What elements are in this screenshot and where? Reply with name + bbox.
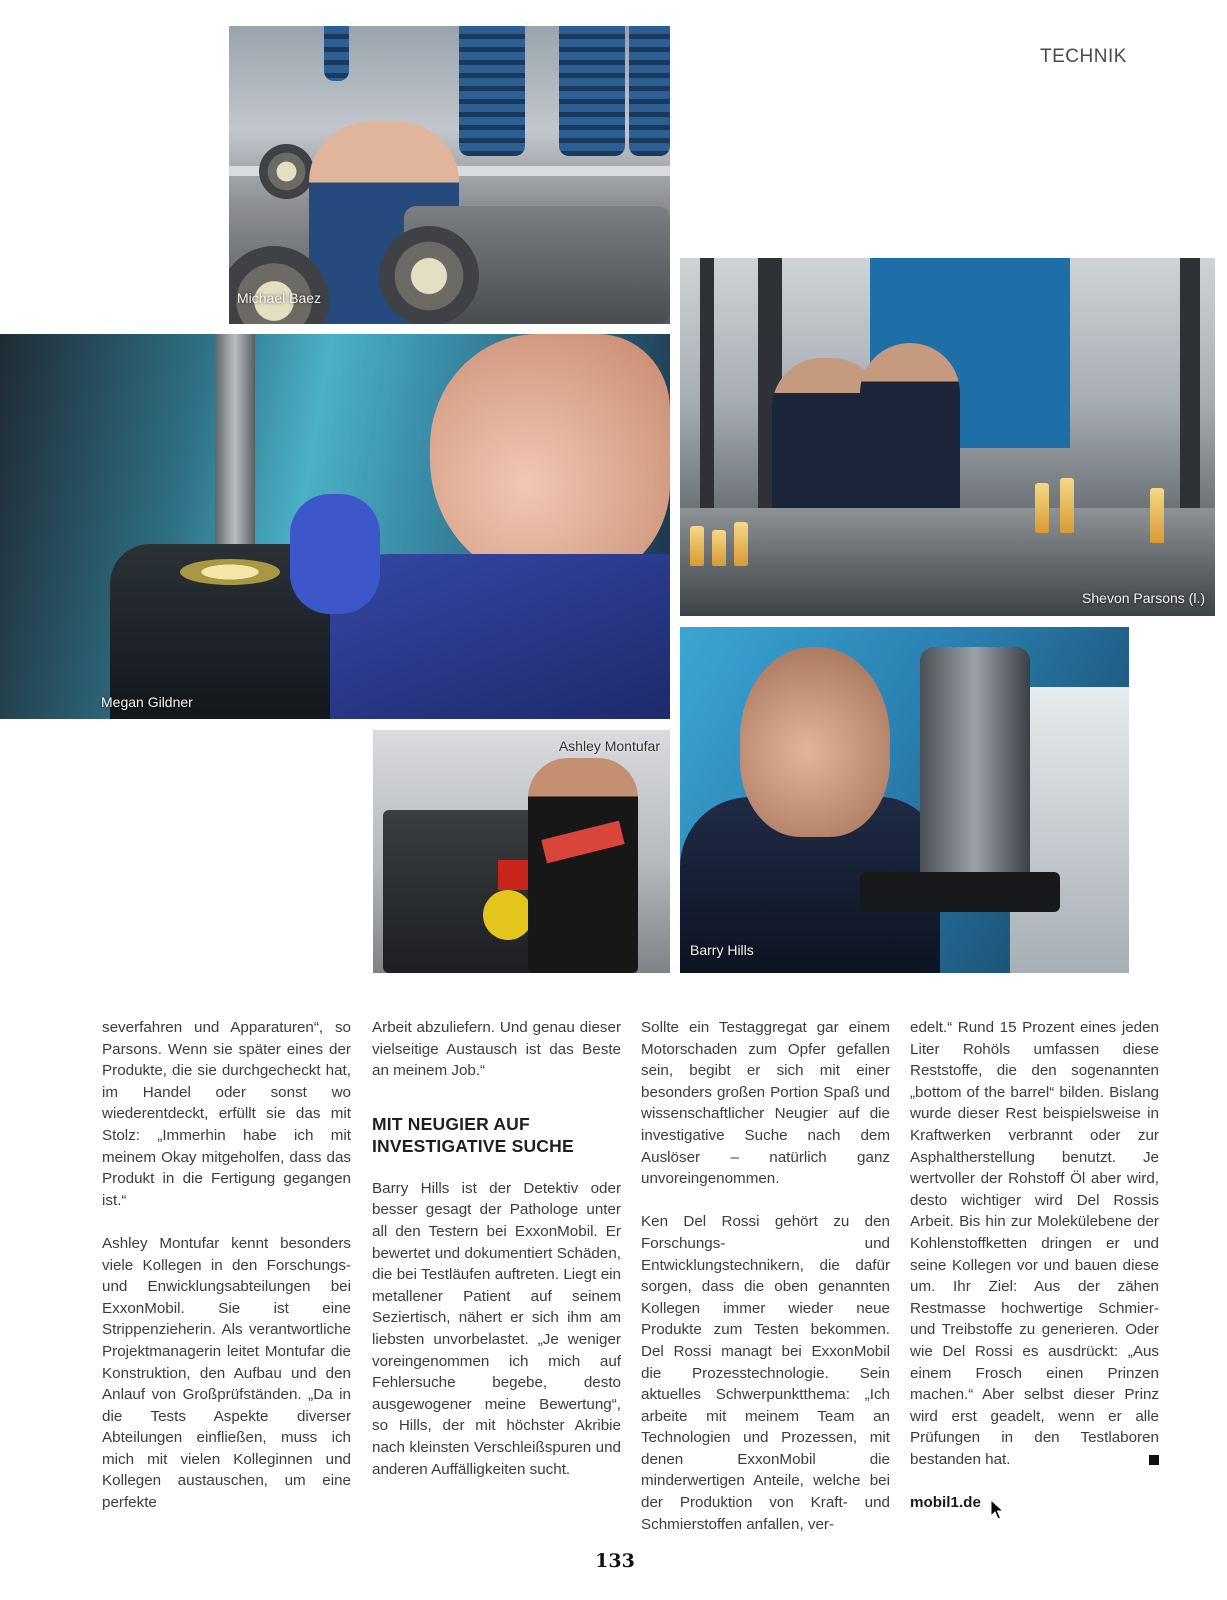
paragraph: Sollte ein Testaggregat gar einem Motorschaden zum Opfer gefallen sein, begibt er sich mit einer besonders großen Portion Spaß und wissenschaftlicher Neugier auf die investigative Suche nach dem Auslöser – natürlich ganz unvoreingenommen. — [641, 1019, 890, 1188]
section-heading: MIT NEUGIER AUF INVESTIGATIVE SUCHE — [372, 1113, 574, 1156]
paragraph: Ashley Montufar kennt besonders viele Kollegen in den Forschungs- und Enwicklungsabteilungen bei ExxonMobil. Sie ist eine Strippenzieherin. Als verantwortliche Projektmanagerin leitet Montufar die Konstruktion, den Aufbau und den Anlauf von Großprüfständen. „Da in die Tests Aspekte diverser Abteilungen einfließen, muss ich mich mit vielen Kolleginnen und Kollegen austauschen, um eine perfekte — [102, 1234, 351, 1512]
section-label: TECHNIK — [1040, 46, 1127, 67]
photo-shevon-parsons — [680, 258, 1215, 616]
photo-detail — [180, 559, 280, 585]
article-column-1 — [102, 1017, 351, 1514]
mouse-pointer-icon — [990, 1499, 1004, 1521]
photo-detail — [559, 26, 625, 156]
photo-detail — [290, 494, 380, 614]
photo-detail — [215, 334, 255, 564]
photo-caption: Shevon Parsons (l.) — [1082, 590, 1205, 606]
photo-detail — [528, 758, 638, 973]
website-link[interactable]: mobil1.de — [910, 1494, 981, 1512]
article-column-4 — [910, 1017, 1159, 1514]
article-column-3 — [641, 1017, 890, 1535]
article-column-2 — [372, 1017, 621, 1480]
photo-detail — [1035, 483, 1049, 533]
photo-caption: Barry Hills — [690, 942, 754, 958]
photo-ashley-montufar — [373, 730, 670, 973]
photo-detail — [1180, 258, 1200, 508]
photo-detail — [383, 810, 543, 973]
paragraph-with-end-mark — [910, 1017, 1159, 1470]
photo-detail — [459, 26, 525, 156]
photo-detail — [379, 226, 479, 324]
photo-detail — [483, 890, 533, 940]
photo-detail — [860, 872, 1060, 912]
paragraph: Barry Hills ist der Detektiv oder besser gesagt der Pathologe unter all den Testern bei ExxonMobil. Er bewertet und dokumentiert Schäden, die bei Testläufen auftreten. Liegt ein metallener Patient auf seinem Seziertisch, nähert er sich ihm am liebsten unvorbelastet. „Je weniger voreingenommen ich mich auf Fehlersuche begebe, desto ausgewogener meine Bewertung“, so Hills, der mit höchster Akribie nach kleinsten Verschleißspuren und anderen Auffälligkeiten sucht. — [372, 1179, 621, 1478]
paragraph: Ken Del Rossi gehört zu den Forschungs- und Entwicklungstechnikern, die dafür sorgen, dass die oben genannten Kollegen immer wieder neue Produkte zum Testen bekommen. Del Rossi managt bei ExxonMobil die Prozesstechnologie. Sein aktuelles Schwerpunktthema: „Ich arbeite mit meinem Team an Technologien und Prozessen, mit denen ExxonMobil die minderwertigen Anteile, welche bei der Produktion von Kraft- und Schmierstoffen anfallen, ver- — [641, 1213, 890, 1533]
photo-detail — [700, 258, 714, 508]
photo-detail — [1150, 488, 1164, 543]
photo-detail — [690, 526, 704, 566]
photo-detail — [860, 343, 960, 518]
photo-detail — [629, 26, 670, 156]
photo-detail — [259, 144, 314, 199]
photo-caption: Ashley Montufar — [558, 738, 660, 754]
page-number: 133 — [595, 1550, 635, 1572]
photo-caption: Megan Gildner — [101, 694, 193, 710]
photo-megan-gildner — [0, 334, 670, 719]
photo-detail — [430, 334, 670, 584]
photo-detail — [1060, 478, 1074, 533]
photo-caption: Michael Baez — [237, 290, 322, 306]
photo-barry-hills — [680, 627, 1129, 973]
square-end-mark-icon — [1149, 1455, 1159, 1465]
photo-detail — [324, 26, 349, 81]
photo-detail — [712, 530, 726, 566]
photo-michael-baez — [229, 26, 670, 324]
paragraph: edelt.“ Rund 15 Prozent eines jeden Liter Rohöls umfassen diese Reststoffe, die den sogenannten „bottom of the barrel“ bilden. Bislang wurde dieser Rest beispielsweise in Kraftwerken verbrannt oder zur Asphaltherstellung benutzt. Je wertvoller der Rohstoff Öl aber wird, desto wichtiger wird Del Rossis Arbeit. Bis hin zur Molekülebene der Kohlenstoffketten dringen er und seine Kollegen vor und bauen diese um. Ihr Ziel: Aus der zähen Restmasse hochwertige Schmier- und Treibstoffe zu generieren. Oder wie Del Rossi es ausdrückt: „Aus einem Frosch einen Prinzen machen.“ Aber selbst dieser Prinz wird erst geadelt, wenn er alle Prüfungen in den Testlaboren bestanden hat. — [910, 1019, 1159, 1468]
photo-detail — [330, 554, 670, 719]
photo-detail — [920, 647, 1030, 897]
photo-detail — [740, 647, 890, 837]
photo-detail — [734, 522, 748, 566]
paragraph: Arbeit abzuliefern. Und genau dieser vielseitige Austausch ist das Beste an meinem Job.“ — [372, 1019, 621, 1080]
paragraph: severfahren und Apparaturen“, so Parsons. Wenn sie später eines der Produkte, die sie durchgecheckt hat, im Handel oder sonst wo wiederentdeckt, erfüllt sie das mit Stolz: „Immerhin habe ich mit meinem Okay mitgeholfen, dass das Produkt in die Fertigung gegangen ist.“ — [102, 1019, 351, 1209]
photo-detail — [498, 860, 528, 890]
